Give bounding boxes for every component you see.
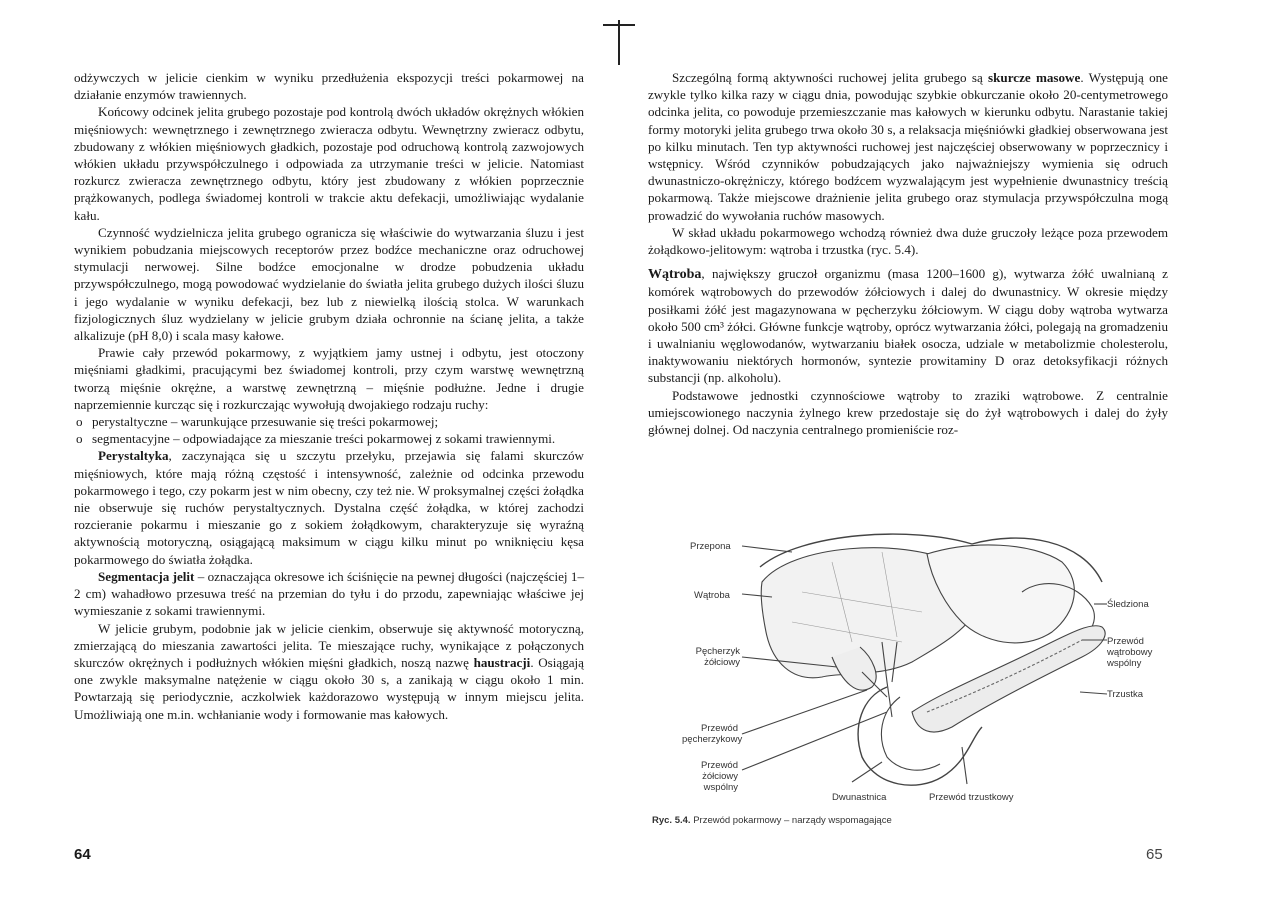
- paragraph-haustra: W jelicie grubym, podobnie jak w jelicie cienkim, obserwuje się aktywność motoryczną, zmierzającą do mieszania zawartości jelita. Te mieszające ruchy, wynikające z połączonych skurczów okrężnych i podłużnych włókien mięśni gładkich, noszą nazwę haustracji. Osiągają one zwykle maksymalne natężenie w ciągu około 30 s, a zanikają w ciągu około 1 min. Powtarzają się periodycznie, aczkolwiek każdorazowo występują w innym miejscu jelita. Umożliwiają one m.in. wchłanianie wody i formowanie mas kałowych.: [74, 620, 584, 722]
- paragraph-segmentation: Segmentacja jelit – oznaczająca okresowe ich ściśnięcie na pewnej długości (najczęściej 1–2 cm) wahadłowo przesuwa treść na przemian do tyłu i do przodu, zapewniając właściwe jej wymieszanie z sokami trawiennymi.: [74, 568, 584, 619]
- page-number-right: 65: [1146, 846, 1163, 863]
- term-segmentation: Segmentacja jelit: [98, 568, 195, 584]
- term-liver: Wątroba: [648, 267, 702, 283]
- paragraph-mass-movements: Szczególną formą aktywności ruchowej jelita grubego są skurcze masowe. Występują one zwykle tylko kilka razy w ciągu dnia, powodując szybkie obkurczanie około 20-centymetrowego odcinka jelita, co powoduje przemieszczanie mas kałowych w kierunku odbytu. Narastanie takiej formy motoryki jelita grubego trwa około 30 s, a relaksacja mięśniówki gładkiej obserwowana jest po kilku minutach. Ten typ aktywności ruchowej jest najczęściej obserwowany w poprzecznicy i wstępnicy. Wśród czynników pobudzających jako najważniejszy wymienia się odruch dwunastniczo-okrężniczy, którego bodźcem wyzwalającym jest wypełnienie dwunastnicy treścią pokarmową. Także miejscowe drażnienie jelita grubego oraz stymulacja przywspółczulna mogą prowadzić do wywołania ruchów masowych.: [648, 70, 1168, 223]
- label-cystic-duct: Przewód pęcherzykowy: [682, 723, 743, 745]
- paragraph: Podstawowe jednostki czynnościowe wątroby to zraziki wątrobowe. Z centralnie umiejscowionego naczynia żylnego krew przedostaje się do żył wątrobowych i dalej do żyły głównej dolnej. Od naczynia centralnego promieniście roz-: [648, 387, 1168, 438]
- label-gallbladder: Pęcherzyk żółciowy: [695, 646, 740, 668]
- label-pancreas: Trzustka: [1107, 689, 1144, 700]
- gutter-line: [618, 20, 620, 65]
- caption-number: Ryc. 5.4.: [652, 815, 691, 826]
- right-page-text: [648, 69, 1168, 438]
- paragraph: Prawie cały przewód pokarmowy, z wyjątkiem jamy ustnej i odbytu, jest otoczony mięśniami gładkimi, pracującymi bez świadomej kontroli, przy czym warstwę wewnętrzną tworzą mięśnie okrężne, a warstwę zewnętrzną – mięśnie podłużne. Jedne i drugie naprzemiennie kurcząc się i rozkurczając wywołują dwojakiego rodzaju ruchy:: [74, 345, 584, 412]
- left-page-text: [74, 69, 584, 723]
- term-haustra: haustracji: [473, 654, 531, 670]
- label-hepatic-duct: Przewód wątrobowy wspólny: [1107, 636, 1153, 669]
- paragraph-liver: Wątroba, największy gruczoł organizmu (masa 1200–1600 g), wytwarza żółć uwalnianą z komórek wątrobowych do przewodów żółciowych i dalej do dwunastnicy. W okresie między posiłkami żółć jest magazynowana w pęcherzyku żółciowym. W ciągu doby wątroba wytwarza około 500 cm³ żółci. Główne funkcje wątroby, oprócz wytwarzania żółci, polegają na gromadzeniu i uwalnianiu węglowodanów, wytwarzaniu białek osocza, udziale w metabolizmie cholesterolu, inaktywowaniu niektórych hormonów, syntezie prowitaminy D oraz detoksyfikacji różnych substancji (np. alkoholu).: [648, 266, 1168, 386]
- page-number-left: 64: [74, 846, 91, 863]
- paragraph: Końcowy odcinek jelita grubego pozostaje pod kontrolą dwóch układów okrężnych włókien mięśniowych: wewnętrznego i zewnętrznego zwieracza odbytu. Wewnętrzny zwieracz odbytu, zbudowany z włókien mięśniowych gładkich, pozostaje pod odruchową kontrolą zazwojowych włókien układu przywspółczulnego i odpowiada za utrzymanie treści w jelicie. Natomiast rozkurcz zwieracza zewnętrznego odbytu, który jest zbudowany z włókien poprzecznie prążkowanych, podlega świadomej kontroli w trakcie aktu defekacji, umożliwiając wydalanie kału.: [74, 104, 584, 223]
- list-item: o perystaltyczne – warunkujące przesuwanie się treści pokarmowej;: [92, 413, 584, 430]
- label-duodenum: Dwunastnica: [832, 792, 887, 803]
- motion-types-list: [74, 413, 584, 447]
- label-liver: Wątroba: [694, 590, 730, 601]
- figure-digestive-organs: [682, 522, 1182, 812]
- term-mass-movements: skurcze masowe: [988, 70, 1081, 85]
- paragraph-peristalsis: Perystaltyka, zaczynająca się u szczytu przełyku, przejawia się falami skurczów mięśniowych, które mają różną częstość i intensywność, zależnie od odcinka przewodu pokarmowego i tego, czy pokarm jest w nim obecny, czy też nie. W proksymalnej części żołądka nie obserwuje się ruchów perystaltycznych. Dystalna część żołądka, w której zachodzi rozcieranie pokarmu i mieszanie go z sokiem żołądkowym, charakteryzuje się wyraźną aktywnością motoryczną, osiągającą maksimum w ciągu kilku minut po wniknięciu kęsa pokarmowego do światła żołądka.: [74, 448, 584, 567]
- paragraph: Czynność wydzielnicza jelita grubego ogranicza się właściwie do wytwarzania śluzu i jest wynikiem pobudzania miejscowych receptorów przez bodźce mechaniczne oraz odruchowej stymulacji nerwowej. Silne bodźce emocjonalne w drodze pobudzenia układu przywspółczulnego, mogą powodować wydzielanie do światła jelita grubego dużych ilości śluzu i jego wydalanie w wyniku defekacji, bez lub z niewielką ilością stolca. W warunkach fizjologicznych śluz wydzielany w jelicie grubym działa ochronnie na ścianę jelita, a także alkalizuje (pH 8,0) i scala masy kałowe.: [74, 224, 584, 344]
- label-bile-duct: Przewód żółciowy wspólny: [701, 760, 738, 793]
- label-pancreatic-duct: Przewód trzustkowy: [929, 792, 1014, 803]
- paragraph: W skład układu pokarmowego wchodzą również dwa duże gruczoły leżące poza przewodem żołądkowo-jelitowym: wątroba i trzustka (ryc. 5.4).: [648, 224, 1168, 258]
- list-item: o segmentacyjne – odpowiadające za mieszanie treści pokarmowej z sokami trawiennymi.: [92, 430, 584, 447]
- gutter-mark: [603, 24, 635, 26]
- label-diaphragm: Przepona: [690, 541, 731, 552]
- paragraph: odżywczych w jelicie cienkim w wyniku przedłużenia ekspozycji treści pokarmowej na działanie enzymów trawiennych.: [74, 70, 584, 103]
- figure-caption: Ryc. 5.4. Przewód pokarmowy – narządy wspomagające: [652, 815, 892, 826]
- label-spleen: Śledziona: [1107, 599, 1149, 610]
- term-peristalsis: Perystaltyka: [98, 448, 169, 464]
